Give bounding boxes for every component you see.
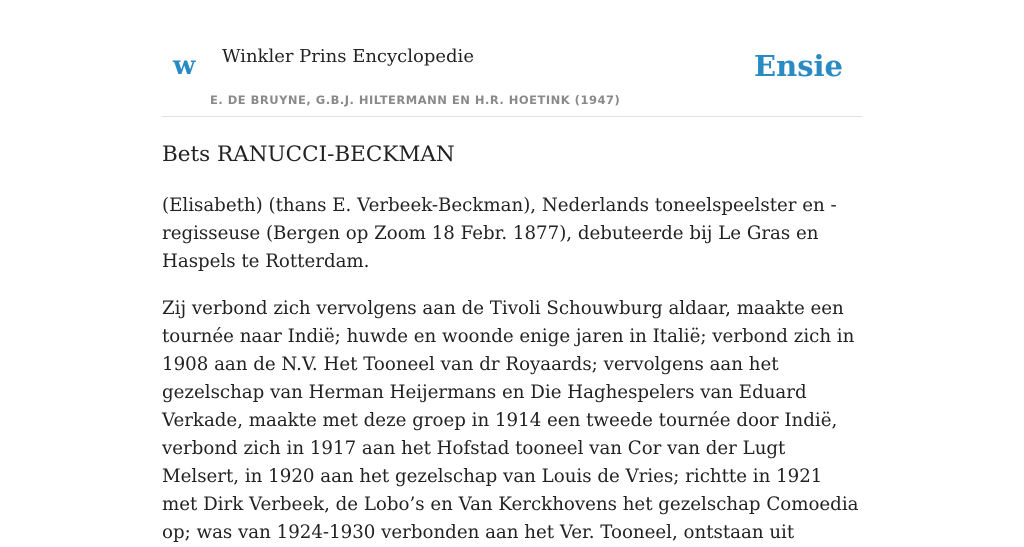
article-paragraph: Zij verbond zich vervolgens aan de Tivoli Schouwburg aldaar, maakte een tournée naar Indië; huwde en woonde enige jaren in Italië; verbond zich in 1908 aan de N.V. Het Tooneel van dr Royaards; vervolgens aan het gezelschap van Herman Heijermans en Die Haghespelers van Eduard Verkade, maakte met deze groep in 1914 een tweede tournée door Indië, verbond zich in 1917 aan het Hofstad tooneel van Cor van der Lugt Melsert, in 1920 aan het gezelschap van Louis de Vries; richtte in 1921 met Dirk Verbeek, de Lobo’s en Van Kerckhovens het gezelschap Comoedia op; was van 1924-1930 verbonden aan het Ver. Tooneel, ontstaan uit	[162, 298, 859, 543]
source-authors: E. DE BRUYNE, G.B.J. HILTERMANN EN H.R. HOETINK (1947)	[210, 93, 621, 107]
article-paragraph: (Elisabeth) (thans E. Verbeek-Beckman), Nederlands toneelspeelster en -regisseuse (Bergen op Zoom 18 Febr. 1877), debuteerde bij Le Gras en Haspels te Rotterdam.	[162, 195, 837, 272]
article-title: Bets RANUCCI-BECKMAN	[162, 142, 455, 167]
ensie-logo[interactable]: Ensie	[754, 49, 843, 83]
article	[162, 140, 862, 547]
source-header	[162, 0, 862, 117]
source-title[interactable]: Winkler Prins Encyclopedie	[222, 46, 474, 67]
winkler-prins-logo[interactable]: w	[173, 51, 196, 81]
